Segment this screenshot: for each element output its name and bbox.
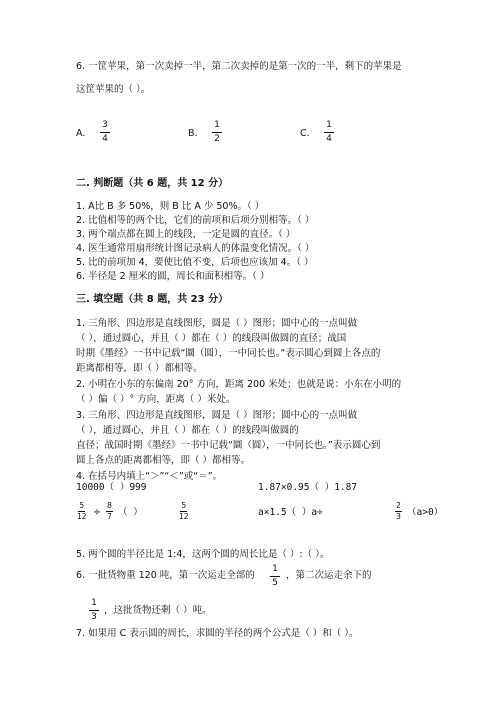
judge-item-2: 2. 比值相等的两个比，它们的前项和后项分别相等。（ ） [76,215,315,226]
fill-q3-line4: 圆上各点的距离都相等，即（ ）都相等。 [76,455,251,466]
compare-r2-frac-c [179,502,189,520]
option-b-fraction [212,121,222,144]
fill-q6-part-b: ，第二次运走余下的 [286,570,372,581]
option-c-fraction [324,121,334,144]
fill-q2-line2: （ ）偏（ ）° 方向，距离（ ）米处。 [76,394,236,405]
compare-r2c2-den: 3 [396,511,401,521]
option-a-fraction [100,121,110,144]
fill-q1-line3: 时期《墨经》一书中记载“圜（圆），一中同长也。”表示圆心到圆上各点的 [76,348,381,359]
option-c-label: C. [300,128,310,139]
option-a-den: 4 [102,134,108,144]
compare-r1c2: 1.87×0.95（ ）1.87 [258,482,358,493]
fill-q1-line2: （ ），通过圆心，并且（ ）都在（ ）的线段叫做圆的直径；战国 [76,333,347,344]
judge-item-3: 3. 两个端点都在圆上的线段，一定是圆的直径。（ ） [76,229,296,240]
fill-q3-line3: 直径；战国时期《墨经》一书中记载“圜（圆），一中同长也。”表示圆心到 [76,440,381,451]
option-b-label: B. [188,128,198,139]
judge-item-4: 4. 医生通常用扇形统计图记录病人的体温变化情况。（ ） [76,243,315,254]
compare-r2-div: ÷ [93,507,101,518]
fill-q6-frac-2-num: 1 [91,598,97,608]
fill-q6-frac-2-den: 3 [91,612,97,622]
compare-r2-paren: （ ） [118,507,143,518]
compare-r2-frac-c-den: 12 [179,511,189,521]
fill-q1-line1: 1. 三角形、四边形是直线图形，圆是（ ）图形；圆中心的一点叫做 [76,318,358,329]
fill-q7: 7. 如果用 C 表示圆的周长，求圆的半径的两个公式是（ ）和（ ）。 [76,628,359,639]
compare-r2-frac-c-num: 5 [181,501,187,510]
fill-q6-part-c: ，这批货物还剩（ ）吨。 [104,605,212,616]
compare-r2c2: a×1.5（ ）a÷ [258,507,323,518]
fill-q6-frac-den: 5 [272,578,278,588]
compare-r2-frac-a-num: 5 [79,501,85,510]
fill-q2-line1: 2. 小明在小东的东偏南 20° 方向，距离 200 米处；也就是说：小东在小明的 [76,379,402,390]
compare-r2c2-num: 2 [396,501,401,510]
compare-r2-frac-a [77,502,87,520]
option-c-den: 4 [326,134,332,144]
judge-item-6: 6. 半径是 2 厘米的圆，周长和面积相等。（ ） [76,271,270,282]
compare-r2-frac-b-den: 7 [107,511,112,521]
compare-r2-frac-b [106,502,113,520]
compare-r1c1: 10000（ ）999 [76,482,147,493]
option-a-label: A. [76,128,86,139]
q6-line1: 6. 一筐苹果，第一次卖掉一半，第二次卖掉的是第一次的一半，剩下的苹果是 [76,61,402,72]
fill-heading: 三. 填空题（共 8 题，共 23 分） [76,294,229,305]
fill-q5: 5. 两个圆的半径比是 1:4，这两个圆的周长比是（ ）:（ ）。 [76,549,330,560]
fill-q6-frac [270,565,280,588]
option-c-num: 1 [326,120,332,130]
fill-q1-line4: 距离都相等，即（ ）都相等。 [76,363,203,374]
option-b-den: 2 [214,134,220,144]
compare-r2-frac-b-num: 8 [107,501,112,510]
judge-heading: 二. 判断题（共 6 题，共 12 分） [76,178,229,189]
fill-q6-part-a: 6. 一批货物重 120 吨，第一次运走全部的 [76,570,255,581]
compare-r2c2-frac [395,502,402,520]
judge-item-5: 5. 比的前项加 4，要使比值不变，后项也应该加 4。（ ） [76,257,314,268]
compare-r2-frac-a-den: 12 [77,511,87,521]
option-b-num: 1 [214,120,220,130]
q6-line2: 这筐苹果的（ ）。 [76,84,151,95]
compare-r2c2-tail: （a>0） [407,507,444,518]
judge-item-1: 1. A比 B 多 50%，则 B 比 A 少 50%。（ ） [76,201,265,212]
fill-q3-line1: 3. 三角形、四边形是直线图形，圆是（ ）图形；圆中心的一点叫做 [76,410,358,421]
fill-q3-line2: （ ），通过圆心，并且（ ）都在（ ）的线段叫做圆的 [76,425,299,436]
fill-q6-frac-2 [89,599,99,622]
fill-q6-frac-num: 1 [272,564,278,574]
option-a-num: 3 [102,120,108,130]
fill-q4: 4. 在括号内填上“＞”“＜”或“＝”。 [76,471,223,482]
